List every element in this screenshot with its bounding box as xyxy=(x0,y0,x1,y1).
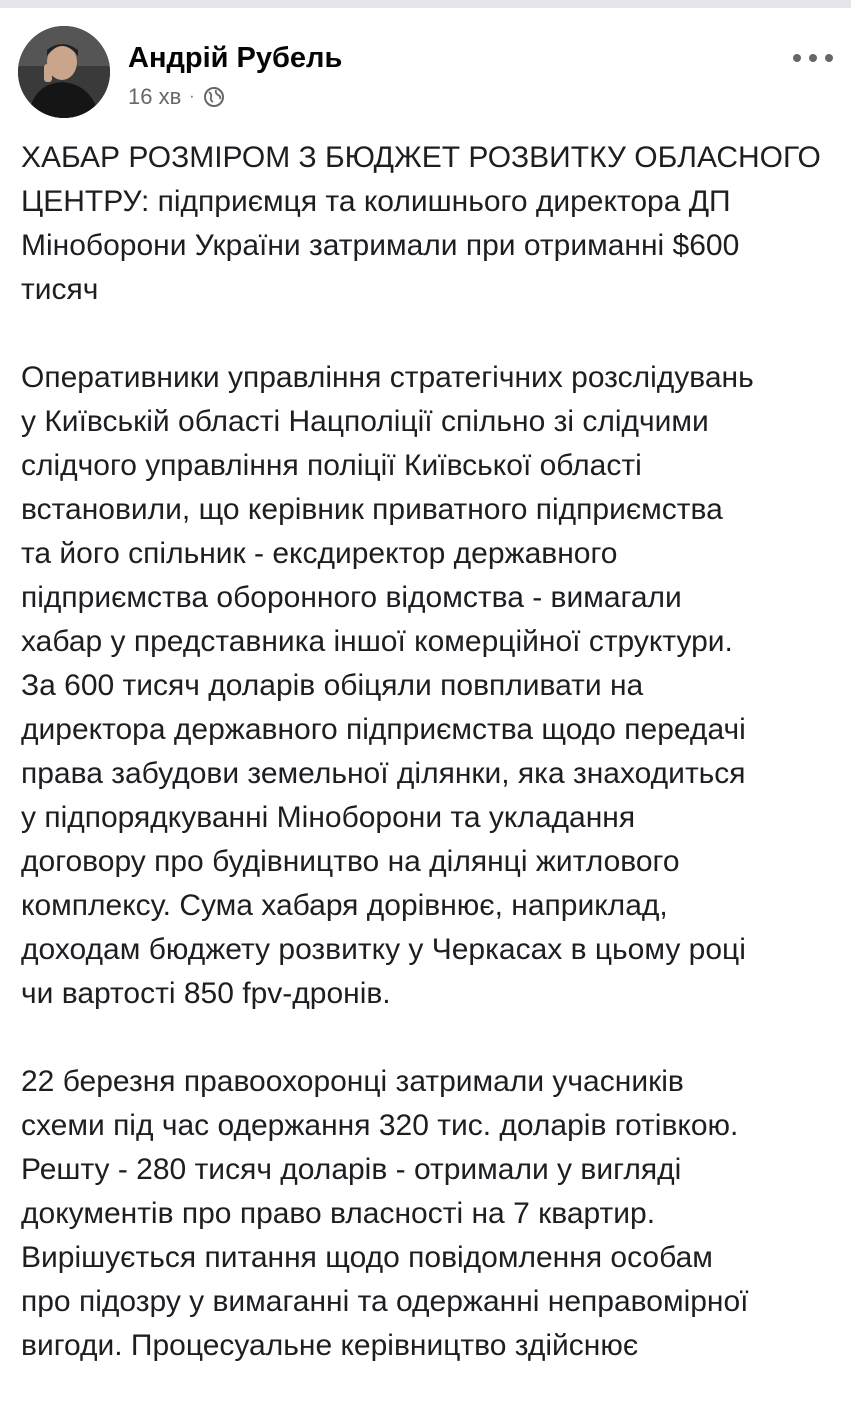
post-paragraph-headline: ХАБАР РОЗМІРОМ З БЮДЖЕТ РОЗВИТКУ ОБЛАСНОГО ЦЕНТРУ: підприємця та колишнього директора ДП Міноборони України затримали при отриманні $600 тисяч xyxy=(21,141,821,306)
globe-icon xyxy=(203,86,225,108)
more-options-button[interactable] xyxy=(793,46,833,70)
avatar[interactable] xyxy=(18,26,110,118)
post-paragraph: 22 березня правоохоронці затримали учасників схеми під час одержання 320 тис. доларів готівкою. Решту - 280 тисяч доларів - отримали у вигляді документів про право власності на 7 квартир. Вирішується питання щодо повідомлення особам про підозру у вимаганні та одержанні неправомірної вигоди. Процесуальне керівництво здійснює xyxy=(21,1065,749,1362)
author-name[interactable]: Андрій Рубель xyxy=(128,42,343,74)
post-timestamp[interactable]: 16 хв xyxy=(128,84,182,109)
post-header xyxy=(0,8,851,126)
more-horizontal-icon xyxy=(793,54,801,62)
post-meta xyxy=(128,84,225,110)
post-paragraph: Оперативники управління стратегічних розслідувань у Київській області Нацполіції спільно зі слідчими слідчого управління поліції Київської області встановили, що керівник приватного підприємства та його спільник - ексдиректор державного підприємства оборонного відомства - вимагали хабар у представника іншої комерційної структури. За 600 тисяч доларів обіцяли повпливати на директора державного підприємства щодо передачі права забудови земельної ділянки, яка знаходиться у підпорядкуванні Міноборони та укладання договору про будівництво на ділянці житлового комплексу. Сума хабаря дорівнює, наприклад, доходам бюджету розвитку у Черкасах в цьому році чи вартості 850 fpv-дронів. xyxy=(21,361,754,1010)
more-dot xyxy=(809,54,817,62)
post-text xyxy=(21,136,836,1412)
top-divider xyxy=(0,0,851,8)
meta-separator: · xyxy=(189,88,195,105)
more-dot xyxy=(825,54,833,62)
